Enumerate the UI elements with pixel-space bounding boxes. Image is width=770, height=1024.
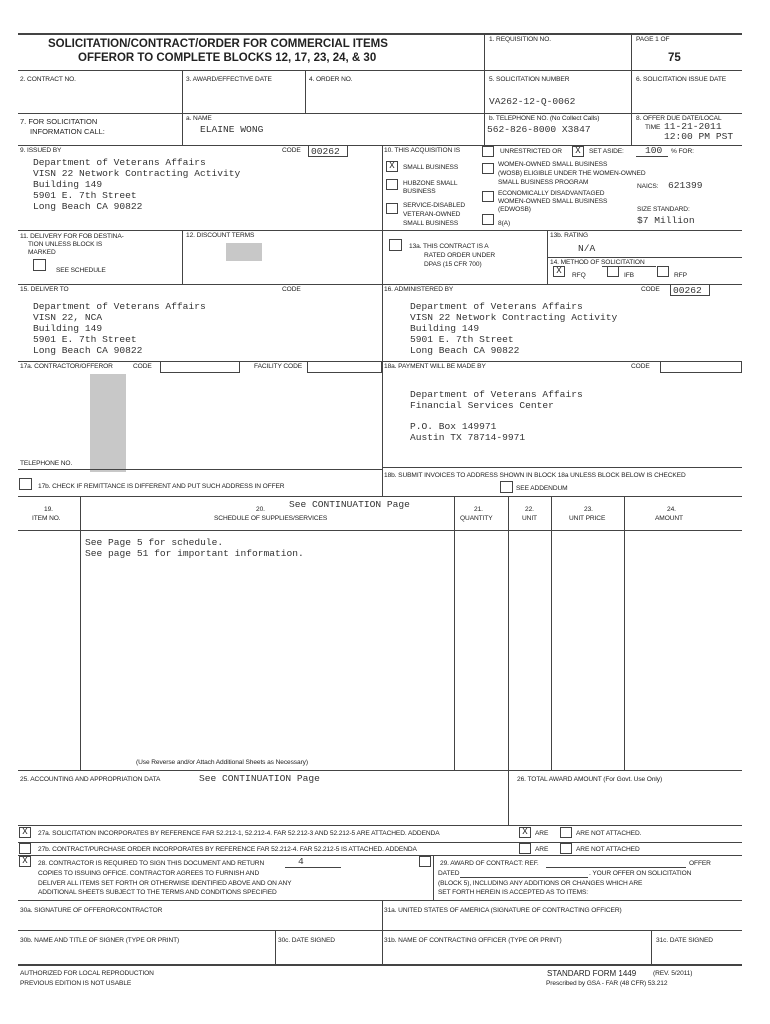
rule bbox=[551, 496, 552, 770]
sdvosb-label: SERVICE-DISABLED bbox=[403, 202, 466, 209]
addendum-label: SEE ADDENDUM bbox=[516, 485, 568, 492]
rule bbox=[18, 855, 742, 856]
col-quantity: QUANTITY bbox=[460, 515, 493, 522]
sdvosb-label-3: SMALL BUSINESS bbox=[403, 220, 459, 227]
payment-code-box[interactable] bbox=[660, 361, 742, 373]
28-text-2: COPIES TO ISSUING OFFICE. CONTRACTOR AGREES TO FURNISH AND bbox=[38, 870, 260, 877]
code-label: CODE bbox=[133, 363, 152, 370]
rule bbox=[382, 467, 742, 468]
solicitation-number[interactable]: VA262-12-Q-0062 bbox=[489, 96, 576, 107]
contact-phone[interactable]: 562-826-8000 X3847 bbox=[487, 124, 591, 135]
set-aside-checkbox[interactable]: X bbox=[572, 146, 584, 157]
contractor-label: 17a. CONTRACTOR/OFFEROR bbox=[20, 363, 113, 370]
hubzone-label: HUBZONE SMALL bbox=[403, 180, 458, 187]
27a-are-not-checkbox[interactable] bbox=[560, 827, 572, 838]
rule bbox=[18, 230, 742, 231]
percent-for-label: % FOR: bbox=[671, 148, 694, 155]
small-business-checkbox[interactable]: X bbox=[386, 161, 398, 172]
total-award-label: 26. TOTAL AWARD AMOUNT (For Govt. Use Only) bbox=[517, 776, 663, 783]
footer-revision: (REV. 5/2011) bbox=[653, 970, 693, 977]
bottom-rule bbox=[18, 964, 742, 966]
info-call-label: 7. FOR SOLICITATION bbox=[20, 117, 98, 126]
schedule-footnote: (Use Reverse and/or Attach Additional Sheets as Necessary) bbox=[136, 759, 308, 766]
deliver-to-address-line: VISN 22, NCA bbox=[33, 312, 103, 323]
contract-no-label: 2. CONTRACT NO. bbox=[20, 76, 76, 83]
telephone-label: b. TELEPHONE NO. (No Collect Calls) bbox=[489, 115, 600, 122]
8a-label: 8(A) bbox=[498, 220, 511, 227]
fob-label: 11. DELIVERY FOR FOB DESTINA- bbox=[20, 233, 124, 240]
rfp-label: RFP bbox=[674, 272, 687, 279]
code-label: CODE bbox=[641, 286, 660, 293]
see-schedule-checkbox[interactable] bbox=[33, 259, 46, 271]
fob-label-3: MARKED bbox=[28, 249, 56, 256]
rule bbox=[484, 33, 485, 145]
underline bbox=[460, 877, 588, 878]
edwosb-checkbox[interactable] bbox=[482, 191, 494, 202]
size-standard[interactable]: $7 Million bbox=[637, 215, 695, 226]
administered-address-line: Long Beach CA 90822 bbox=[410, 345, 520, 356]
deliver-to-address-line: Long Beach CA 90822 bbox=[33, 345, 143, 356]
wosb-checkbox[interactable] bbox=[482, 163, 494, 174]
code-label: CODE bbox=[282, 286, 301, 293]
28-text-3: DELIVER ALL ITEMS SET FORTH OR OTHERWISE IDENTIFIED ABOVE AND ON ANY bbox=[38, 880, 292, 887]
issued-by-code: 00262 bbox=[311, 146, 340, 157]
method-label: 14. METHOD OF SOLICITATION bbox=[550, 259, 645, 266]
rule bbox=[80, 496, 81, 770]
col-schedule: SCHEDULE OF SUPPLIES/SERVICES bbox=[214, 515, 328, 522]
issued-by-address-line: Building 149 bbox=[33, 179, 103, 190]
footer-previous-edition: PREVIOUS EDITION IS NOT USABLE bbox=[20, 980, 132, 987]
rule bbox=[18, 284, 742, 285]
rule bbox=[305, 70, 306, 113]
rfq-label: RFQ bbox=[572, 272, 586, 279]
deliver-to-address-line: 5901 E. 7th Street bbox=[33, 334, 137, 345]
rated-order-label-2: RATED ORDER UNDER bbox=[424, 252, 496, 259]
officer-date-label: 31c. DATE SIGNED bbox=[656, 937, 713, 944]
28-text-4: ADDITIONAL SHEETS SUBJECT TO THE TERMS AND CONDITIONS SPECIFIED bbox=[38, 889, 277, 896]
due-time[interactable]: 12:00 PM PST bbox=[664, 131, 734, 142]
issued-by-label: 9. ISSUED BY bbox=[20, 147, 62, 154]
administered-address-line: Building 149 bbox=[410, 323, 480, 334]
rule bbox=[18, 770, 742, 771]
contact-name[interactable]: ELAINE WONG bbox=[200, 124, 264, 135]
wosb-label-2: (WOSB) ELIGIBLE UNDER THE WOMEN-OWNED bbox=[498, 170, 646, 177]
rule bbox=[275, 930, 276, 964]
form-subtitle: OFFEROR TO COMPLETE BLOCKS 12, 17, 23, 24, & 30 bbox=[78, 52, 377, 64]
rule bbox=[454, 496, 455, 770]
facility-code-label: FACILITY CODE bbox=[254, 363, 303, 370]
name-label: a. NAME bbox=[186, 115, 212, 122]
29-text-3: (BLOCK 5), INCLUDING ANY ADDITIONS OR CHANGES WHICH ARE bbox=[438, 880, 643, 887]
rule bbox=[182, 70, 183, 145]
accounting-value: See CONTINUATION Page bbox=[199, 773, 320, 784]
rule bbox=[18, 825, 742, 826]
rule bbox=[382, 145, 383, 496]
27b-are-checkbox[interactable] bbox=[519, 843, 531, 854]
set-aside-percent[interactable]: 100 bbox=[645, 145, 663, 156]
28-text: 28. CONTRACTOR IS REQUIRED TO SIGN THIS DOCUMENT AND RETURN bbox=[38, 860, 265, 867]
rule bbox=[651, 930, 652, 964]
solicitation-number-label: 5. SOLICITATION NUMBER bbox=[489, 76, 570, 83]
are-not-label: ARE NOT ATTACHED. bbox=[576, 830, 642, 837]
rule bbox=[18, 70, 742, 71]
footer-authorized: AUTHORIZED FOR LOCAL REPRODUCTION bbox=[20, 970, 154, 977]
col-amount: AMOUNT bbox=[655, 515, 683, 522]
payment-address-line: Austin TX 78714-9971 bbox=[410, 432, 526, 443]
see-schedule-label: SEE SCHEDULE bbox=[56, 267, 106, 274]
rule bbox=[182, 230, 183, 284]
fob-label-2: TION UNLESS BLOCK IS bbox=[28, 241, 103, 248]
edwosb-label-2: WOMEN-OWNED SMALL BUSINESS bbox=[498, 198, 608, 205]
col-schedule-num: 20. bbox=[256, 506, 265, 513]
officer-name-label: 31b. NAME OF CONTRACTING OFFICER (TYPE OR PRINT) bbox=[384, 937, 562, 944]
unrestricted-checkbox[interactable] bbox=[482, 146, 494, 157]
27b-text: 27b. CONTRACT/PURCHASE ORDER INCORPORATES BY REFERENCE FAR 52.212-4. FAR 52.212-5 IS ATTACHED. ADDENDA bbox=[38, 846, 417, 853]
set-aside-label: SET ASIDE: bbox=[589, 148, 624, 155]
administered-address-line: VISN 22 Network Contracting Activity bbox=[410, 312, 618, 323]
administered-address-line: 5901 E. 7th Street bbox=[410, 334, 514, 345]
29-dated-label: DATED bbox=[438, 870, 460, 877]
rule bbox=[18, 145, 742, 146]
submit-invoices-label: 18b. SUBMIT INVOICES TO ADDRESS SHOWN IN BLOCK 18a UNLESS BLOCK BELOW IS CHECKED bbox=[384, 472, 686, 479]
administered-code: 00262 bbox=[673, 285, 702, 296]
footer-form-name: STANDARD FORM 1449 bbox=[547, 969, 637, 978]
remittance-label: 17b. CHECK IF REMITTANCE IS DIFFERENT AND PUT SUCH ADDRESS IN OFFER bbox=[38, 483, 285, 490]
27a-text: 27a. SOLICITATION INCORPORATES BY REFERENCE FAR 52.212-1, 52.212-4. FAR 52.212-3 AND 52.212-5 ARE ATTACHED. ADDENDA bbox=[38, 830, 440, 837]
issued-by-address-line: 5901 E. 7th Street bbox=[33, 190, 137, 201]
rule bbox=[624, 496, 625, 770]
info-call-label-2: INFORMATION CALL: bbox=[30, 127, 105, 136]
administered-address-line: Department of Veterans Affairs bbox=[410, 301, 583, 312]
col-unit-price-num: 23. bbox=[584, 506, 593, 513]
rule bbox=[18, 900, 742, 901]
wosb-label-3: SMALL BUSINESS PROGRAM bbox=[498, 179, 589, 186]
page-total: 75 bbox=[668, 52, 681, 64]
payment-address-line: Department of Veterans Affairs bbox=[410, 389, 583, 400]
ifb-label: IFB bbox=[624, 272, 634, 279]
redacted-block bbox=[226, 243, 262, 261]
issued-by-address-line: Long Beach CA 90822 bbox=[33, 201, 143, 212]
28-checkbox[interactable]: X bbox=[19, 856, 31, 867]
due-date-label: 8. OFFER DUE DATE/LOCAL bbox=[636, 115, 722, 122]
col-amount-num: 24. bbox=[667, 506, 676, 513]
offeror-date-label: 30c. DATE SIGNED bbox=[278, 937, 335, 944]
accounting-label: 25. ACCOUNTING AND APPROPRIATION DATA bbox=[20, 776, 161, 783]
rating-value[interactable]: N/A bbox=[578, 243, 596, 254]
code-label: CODE bbox=[282, 147, 301, 154]
payment-address-line: Financial Services Center bbox=[410, 400, 554, 411]
code-label: CODE bbox=[631, 363, 650, 370]
offeror-signature-label: 30a. SIGNATURE OF OFFEROR/CONTRACTOR bbox=[20, 907, 163, 914]
time-label: TIME bbox=[645, 124, 661, 131]
payment-label: 18a. PAYMENT WILL BE MADE BY bbox=[384, 363, 486, 370]
29-text-4: SET FORTH HEREIN IS ACCEPTED AS TO ITEMS: bbox=[438, 889, 589, 896]
29-checkbox[interactable] bbox=[419, 856, 431, 867]
remittance-checkbox[interactable] bbox=[19, 478, 32, 490]
page-label: PAGE 1 OF bbox=[636, 36, 670, 43]
administered-by-label: 16. ADMINISTERED BY bbox=[384, 286, 454, 293]
issue-date-label: 6. SOLICITATION ISSUE DATE bbox=[636, 76, 727, 83]
payment-address-line: P.O. Box 149971 bbox=[410, 421, 497, 432]
27a-are-checkbox[interactable]: X bbox=[519, 827, 531, 838]
discount-terms-label: 12. DISCOUNT TERMS bbox=[186, 232, 255, 239]
col-item-no: ITEM NO. bbox=[32, 515, 61, 522]
8a-checkbox[interactable] bbox=[482, 214, 494, 225]
wosb-label: WOMEN-OWNED SMALL BUSINESS bbox=[498, 161, 608, 168]
addendum-checkbox[interactable] bbox=[500, 481, 513, 493]
ifb-checkbox[interactable] bbox=[607, 266, 619, 277]
col-unit-num: 22. bbox=[525, 506, 534, 513]
acquisition-label: 10. THIS ACQUISITION IS bbox=[384, 147, 460, 154]
are-label: ARE bbox=[535, 846, 549, 853]
hubzone-checkbox[interactable] bbox=[386, 179, 398, 190]
unrestricted-label: UNRESTRICTED OR bbox=[500, 148, 562, 155]
rule bbox=[631, 33, 632, 145]
are-label: ARE bbox=[535, 830, 549, 837]
issued-by-address-line: Department of Veterans Affairs bbox=[33, 157, 206, 168]
col-unit: UNIT bbox=[522, 515, 537, 522]
rule bbox=[18, 113, 742, 114]
deliver-to-label: 15. DELIVER TO bbox=[20, 286, 69, 293]
col-quantity-num: 21. bbox=[474, 506, 483, 513]
col-unit-price: UNIT PRICE bbox=[569, 515, 606, 522]
27a-checkbox[interactable]: X bbox=[19, 827, 31, 838]
hubzone-label-2: BUSINESS bbox=[403, 188, 436, 195]
deliver-to-address-line: Department of Veterans Affairs bbox=[33, 301, 206, 312]
rule bbox=[18, 930, 742, 931]
rule bbox=[18, 469, 382, 470]
29-text-2: . YOUR OFFER ON SOLICITATION bbox=[589, 870, 692, 877]
redacted-block bbox=[90, 374, 126, 472]
underline bbox=[546, 867, 686, 868]
27b-are-not-checkbox[interactable] bbox=[560, 843, 572, 854]
telephone-label: TELEPHONE NO. bbox=[20, 460, 73, 467]
rule bbox=[18, 496, 742, 497]
top-rule bbox=[18, 33, 742, 35]
rfq-checkbox[interactable]: X bbox=[553, 266, 565, 277]
deliver-to-address-line: Building 149 bbox=[33, 323, 103, 334]
size-standard-label: SIZE STANDARD: bbox=[637, 206, 690, 213]
are-not-label: ARE NOT ATTACHED bbox=[576, 846, 640, 853]
29-text: 29. AWARD OF CONTRACT: REF. bbox=[440, 860, 539, 867]
edwosb-label-3: (EDWOSB) bbox=[498, 206, 531, 213]
schedule-line: See page 51 for important information. bbox=[85, 548, 304, 559]
rated-order-label: 13a. THIS CONTRACT IS A bbox=[409, 243, 489, 250]
rfp-checkbox[interactable] bbox=[657, 266, 669, 277]
contractor-code-box[interactable] bbox=[160, 361, 240, 373]
underline bbox=[285, 867, 341, 868]
small-business-label: SMALL BUSINESS bbox=[403, 164, 459, 171]
award-date-label: 3. AWARD/EFFECTIVE DATE bbox=[186, 76, 272, 83]
rating-label: 13b. RATING bbox=[550, 232, 588, 239]
sdvosb-checkbox[interactable] bbox=[386, 203, 398, 214]
29-offer-label: OFFER bbox=[689, 860, 711, 867]
requisition-label: 1. REQUISITION NO. bbox=[489, 36, 551, 43]
due-date[interactable]: 11-21-2011 bbox=[664, 121, 722, 132]
rated-order-checkbox[interactable] bbox=[389, 239, 402, 251]
rated-order-label-3: DPAS (15 CFR 700) bbox=[424, 261, 482, 268]
col-item-no-num: 19. bbox=[44, 506, 53, 513]
copies-count[interactable]: 4 bbox=[298, 856, 304, 867]
rule bbox=[18, 530, 742, 531]
order-no-label: 4. ORDER NO. bbox=[309, 76, 353, 83]
rule bbox=[18, 842, 742, 843]
rule bbox=[547, 257, 742, 258]
signer-name-label: 30b. NAME AND TITLE OF SIGNER (TYPE OR PRINT) bbox=[20, 937, 180, 944]
issued-by-address-line: VISN 22 Network Contracting Activity bbox=[33, 168, 241, 179]
rule bbox=[508, 496, 509, 825]
27b-checkbox[interactable] bbox=[19, 843, 31, 854]
underline bbox=[636, 156, 668, 157]
rule bbox=[382, 900, 383, 964]
naics-label: NAICS: bbox=[637, 183, 659, 190]
schedule-line: See Page 5 for schedule. bbox=[85, 537, 224, 548]
facility-code-box[interactable] bbox=[307, 361, 382, 373]
sdvosb-label-2: VETERAN-OWNED bbox=[403, 211, 461, 218]
footer-prescribed: Prescribed by GSA - FAR (48 CFR) 53.212 bbox=[546, 980, 668, 987]
naics-code[interactable]: 621399 bbox=[668, 180, 703, 191]
form-title: SOLICITATION/CONTRACT/ORDER FOR COMMERCIAL ITEMS bbox=[48, 38, 388, 50]
schedule-continuation: See CONTINUATION Page bbox=[289, 499, 410, 510]
edwosb-label: ECONOMICALLY DISADVANTAGED bbox=[498, 190, 605, 197]
rule bbox=[433, 855, 434, 900]
contracting-officer-signature-label: 31a. UNITED STATES OF AMERICA (SIGNATURE OF CONTRACTING OFFICER) bbox=[384, 907, 622, 914]
